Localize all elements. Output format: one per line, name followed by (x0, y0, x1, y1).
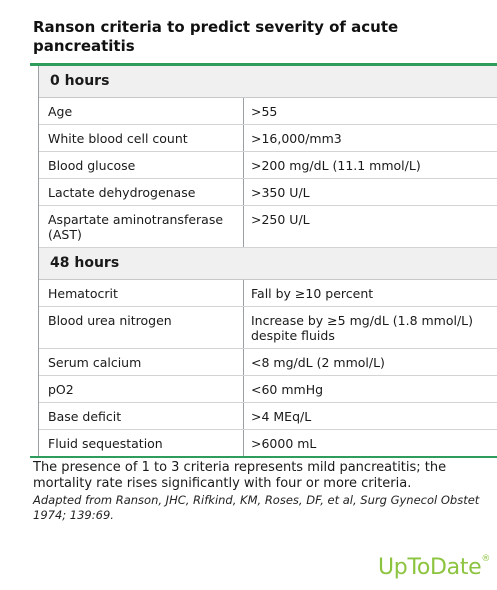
uptodate-logo (378, 555, 490, 580)
row-value: >55 (251, 104, 278, 119)
table-row (39, 280, 497, 307)
page-title: Ranson criteria to predict severity of acute pancreatitis (33, 18, 399, 55)
criteria-table (30, 63, 497, 458)
table-row (39, 403, 497, 430)
table-citation: Adapted from Ranson, JHC, Rifkind, KM, Roses, DF, et al, Surg Gynecol Obstet 1974; 139:69. (33, 493, 480, 522)
row-label: pO2 (39, 376, 244, 402)
logo-text: UpToDate (378, 555, 482, 580)
registered-mark: ® (481, 554, 491, 564)
row-value: >4 MEq/L (251, 409, 312, 424)
row-label: Blood urea nitrogen (39, 307, 244, 348)
row-value: Increase by ≥5 mg/dL (1.8 mmol/L) despite fluids (251, 313, 474, 343)
row-label: Base deficit (39, 403, 244, 429)
row-value: <8 mg/dL (2 mmol/L) (251, 355, 385, 370)
table-row (39, 430, 497, 456)
row-value: >6000 mL (251, 436, 317, 451)
table-row (39, 307, 497, 349)
row-label: Serum calcium (39, 349, 244, 375)
section-heading-48-hours: 48 hours (39, 248, 497, 280)
table-row (39, 125, 497, 152)
row-label: Lactate dehydrogenase (39, 179, 244, 205)
table-row (39, 349, 497, 376)
row-label: Aspartate aminotransferase (AST) (39, 206, 244, 247)
row-label: White blood cell count (39, 125, 244, 151)
table-row (39, 98, 497, 125)
row-value: >200 mg/dL (11.1 mmol/L) (251, 158, 421, 173)
row-value: Fall by ≥10 percent (251, 286, 374, 301)
table-row (39, 179, 497, 206)
section-heading-0-hours: 0 hours (39, 66, 497, 98)
row-value: >250 U/L (251, 212, 310, 227)
table-row (39, 206, 497, 248)
row-label: Blood glucose (39, 152, 244, 178)
table-row (39, 376, 497, 403)
row-value: <60 mmHg (251, 382, 324, 397)
table-row (39, 152, 497, 179)
row-label: Age (39, 98, 244, 124)
row-value: >350 U/L (251, 185, 310, 200)
row-label: Hematocrit (39, 280, 244, 306)
row-value: >16,000/mm3 (251, 131, 342, 146)
table-footnote: The presence of 1 to 3 criteria represents mild pancreatitis; the mortality rate rises significantly with four or more criteria. (33, 460, 447, 491)
row-label: Fluid sequestation (39, 430, 244, 456)
